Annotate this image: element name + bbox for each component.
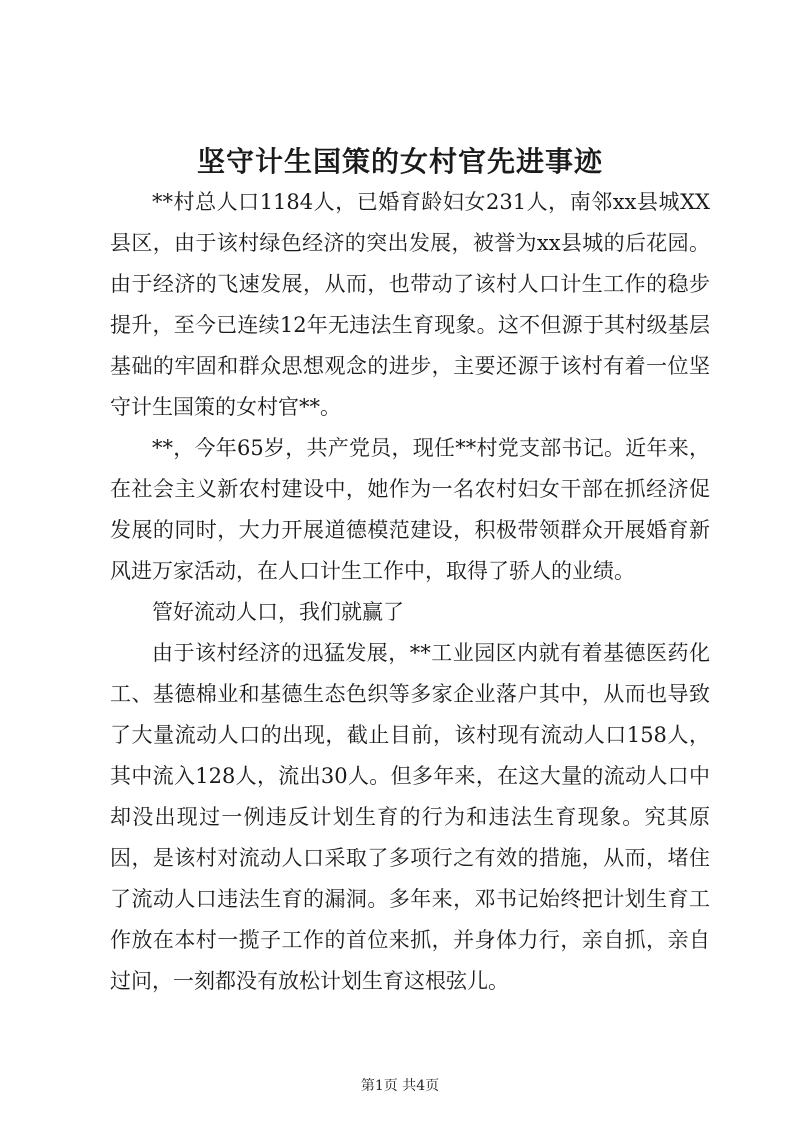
page-footer: 第1页 共4页 [360,1078,440,1094]
section-heading: 管好流动人口，我们就赢了 [152,600,404,624]
paragraph: **，今年65岁，共产党员，现任**村党支部书记。近年来，在社会主义新农村建设中，她作为一名农村妇女干部在抓经济促发展的同时，大力开展道德模范建设，积极带领群众开展婚育新风进万家活动，在人口计生工作中，取得了骄人的业绩。 [110,436,710,583]
document-body [110,182,710,1002]
paragraph: 由于该村经济的迅猛发展，**工业园区内就有着基德医药化工、基德棉业和基德生态色织等多家企业落户其中，从而也导致了大量流动人口的出现，截止目前，该村现有流动人口158人，其中流入128人，流出30人。但多年来，在这大量的流动人口中却没出现过一例违反计划生育的行为和违法生育现象。究其原因，是该村对流动人口采取了多项行之有效的措施，从而，堵住了流动人口违法生育的漏洞。多年来，邓书记始终把计划生育工作放在本村一揽子工作的首位来抓，并身体力行，亲自抓，亲自过问，一刻都没有放松计划生育这根弦儿。 [110,641,710,993]
paragraph: **村总人口1184人，已婚育龄妇女231人，南邻xx县城XX县区，由于该村绿色经济的突出发展，被誉为xx县城的后花园。由于经济的飞速发展，从而，也带动了该村人口计生工作的稳步提升，至今已连续12年无违法生育现象。这不但源于其村级基层基础的牢固和群众思想观念的进步，主要还源于该村有着一位坚守计生国策的女村官**。 [110,190,710,419]
document-title: 坚守计生国策的女村官先进事迹 [196,145,603,178]
